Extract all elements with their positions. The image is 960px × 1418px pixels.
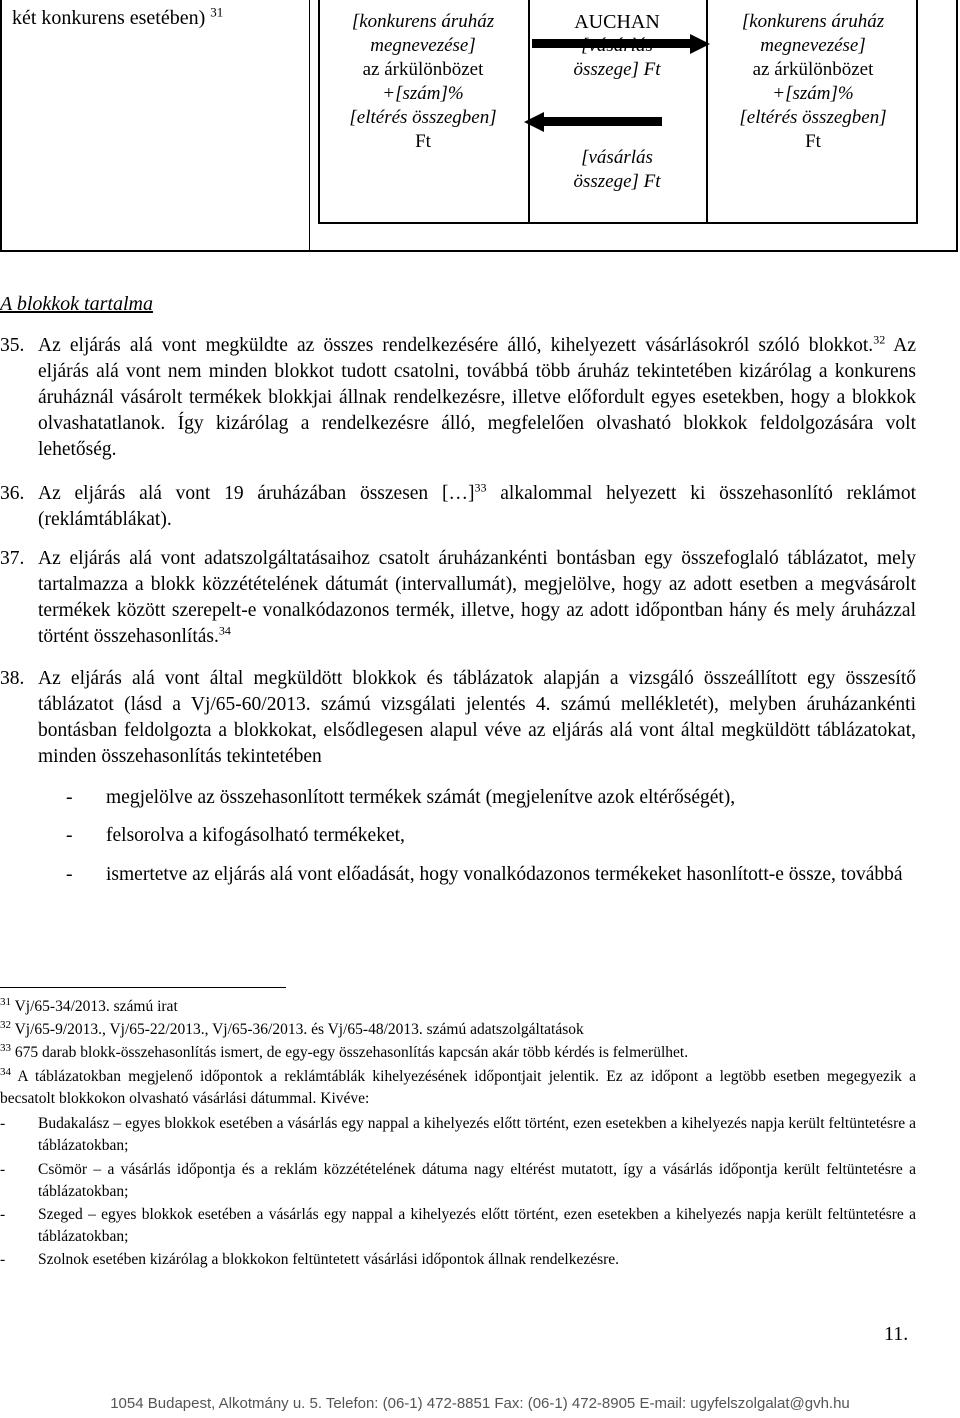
- list-item: megjelölve az összehasonlított termékek számát (megjelenítve azok eltérőségét),: [106, 787, 736, 808]
- paragraph-35: [38, 333, 916, 463]
- footnote-number: 31: [0, 995, 11, 1008]
- section-heading: A blokkok tartalma: [0, 293, 153, 315]
- table-first-cell-label: két konkurens esetében): [12, 7, 206, 29]
- bullet-dash: -: [66, 825, 73, 846]
- percent-value: +[szám]%: [382, 83, 464, 104]
- paragraph-38: [38, 666, 916, 770]
- price-difference-label: az árkülönbözet: [362, 59, 484, 80]
- page-number: 11.: [884, 1323, 909, 1345]
- paragraph-number: 38.: [0, 668, 25, 689]
- page-footer: 1054 Budapest, Alkotmány u. 5. Telefon: (06-1) 472-8851 Fax: (06-1) 472-8905 E-mail: ugyfelszolgalat@gvh.hu: [0, 1390, 960, 1418]
- price-difference-label: az árkülönbözet: [752, 59, 874, 80]
- competitor-name: [konkurens áruház megnevezése]: [351, 11, 495, 56]
- footnote-list-item: Budakalász – egyes blokkok esetében a vásárlás egy nappal a kihelyezés előtt történt, ezen esetekben a kihelyezés napja került feltüntetésre a táblázatokban;: [38, 1115, 916, 1154]
- footnote-text: 675 darab blokk-összehasonlítás ismert, de egy-egy összehasonlítás kapcsán akár több kérdés is felmerülhet.: [11, 1044, 689, 1061]
- paragraph-text: Az eljárás alá vont megküldte az összes rendelkezésére álló, kihelyezett vásárlásokról szóló blokkot.: [38, 335, 874, 356]
- left-arrow-icon: [524, 112, 662, 132]
- footnote-text: Vj/65-34/2013. számú irat: [11, 998, 178, 1015]
- left-competitor-box: [320, 10, 526, 154]
- paragraph-36: [38, 481, 916, 533]
- footnote-number: 33: [0, 1041, 11, 1054]
- footnote-33: [0, 1042, 916, 1064]
- paragraph-number: 37.: [0, 548, 25, 569]
- footnote-number: 34: [0, 1065, 11, 1078]
- footnote-31: [0, 996, 916, 1018]
- right-arrow-icon: [532, 34, 710, 54]
- footnote-text: Vj/65-9/2013., Vj/65-22/2013., Vj/65-36/2013. és Vj/65-48/2013. számú adatszolgáltatások: [11, 1021, 584, 1038]
- paragraph-text: Az eljárás alá vont adatszolgáltatásaihoz csatolt áruházankénti bontásban egy összefoglaló táblázatot, mely tartalmazza a blokk közzétételének dátumát (intervallumát), megjelölve, hogy az adott esetben a megvásárolt termékek között szerepelt-e vonalkódazonos termék, illetve, hogy az adott időpontban hány és mely áruházzal történt összehasonlítás.: [38, 548, 916, 647]
- list-item: ismertetve az eljárás alá vont előadását, hogy vonalkódazonos termékeket hasonlított-e össze, továbbá: [106, 864, 903, 885]
- paragraph-text: Az eljárás alá vont nem minden blokkot tudott csatolni, továbbá több áruház tekintetében kizárólag a konkurens áruháznál vásárolt termékek blokkjai állnak rendelkezésre, illetve előfordult egyes esetekben, hogy a blokkok olvashatatlanok. Így kizárólag a rendelkezésre álló, megfelelően olvasható blokkok feldolgozására volt lehetőség.: [38, 335, 916, 460]
- footnote-number: 32: [0, 1018, 11, 1031]
- footnote-ref: 33: [474, 480, 487, 495]
- currency-label: Ft: [805, 131, 821, 152]
- footnote-text: A táblázatokban megjelenő időpontok a reklámtáblák kihelyezésének időpontjait jelentik. Ez az időpont a legtöbb esetben megegyezik a becsatolt blokkokon olvasható vásárlási dátummal. Kivéve:: [0, 1068, 916, 1107]
- paragraph-text: Az eljárás alá vont 19 áruházában összesen [: [38, 483, 449, 504]
- paragraph-number: 36.: [0, 483, 25, 504]
- paragraph-text: ]: [467, 483, 475, 504]
- purchase-amount-top-2: összege] Ft: [573, 59, 661, 80]
- footnote-32: [0, 1019, 916, 1041]
- paragraph-text: alkalommal helyezett ki összehasonlító reklámot (reklámtáblákat).: [38, 483, 916, 530]
- footnote-list-item: Csömör – a vásárlás időpontja és a reklám közzétételének dátuma nagy eltérést mutatott, így a vásárlás időpontja került feltüntetésre a táblázatokban;: [38, 1161, 916, 1200]
- competitor-name: [konkurens áruház megnevezése]: [741, 11, 885, 56]
- footnote-ref: 34: [218, 623, 231, 638]
- footnote-bullet-dash: -: [0, 1161, 6, 1178]
- percent-value: +[szám]%: [772, 83, 854, 104]
- difference-amount: [eltérés összegben]: [739, 107, 887, 128]
- paragraph-37: [38, 546, 916, 650]
- footnote-bullet-dash: -: [0, 1251, 6, 1268]
- footnote-bullet-dash: -: [0, 1206, 6, 1223]
- purchase-amount-bottom: [vásárlás: [581, 147, 653, 168]
- footnote-ref: 32: [873, 332, 886, 347]
- paragraph-number: 35.: [0, 335, 25, 356]
- footnote-bullet-dash: -: [0, 1115, 6, 1132]
- difference-amount: [eltérés összegben]: [349, 107, 497, 128]
- auchan-box-bottom: [530, 146, 704, 194]
- footnote-separator: [0, 987, 286, 988]
- footnote-list-item: Szeged – egyes blokkok esetében a vásárlás egy nappal a kihelyezés előtt történt, ezen esetekben a kihelyezés napja került feltüntetésre a táblázatokban;: [38, 1206, 916, 1245]
- comparison-table: [0, 0, 958, 252]
- table-first-cell-text: [12, 6, 223, 30]
- right-competitor-box: [710, 10, 916, 154]
- redaction-mark: …: [448, 483, 468, 504]
- list-item: felsorolva a kifogásolható termékeket,: [106, 825, 405, 846]
- footnote-ref: 31: [210, 4, 224, 20]
- footnote-34: [0, 1066, 916, 1110]
- footnote-list-item: Szolnok esetében kizárólag a blokkokon feltüntetett vásárlási időpontok állnak rendelkezésre.: [38, 1251, 620, 1268]
- paragraph-text: Az eljárás alá vont által megküldött blokkok és táblázatok alapján a vizsgáló összeállított egy összesítő táblázatot (lásd a Vj/65-60/2013. számú vizsgálati jelentés 4. számú mellékletét), melyben áruházankénti bontásban feldolgozta a blokkokat, elsődlegesen alapul véve az eljárás alá vont által megküldött táblázatokat, minden összehasonlítás tekintetében: [38, 668, 916, 767]
- bullet-dash: -: [66, 864, 73, 885]
- bullet-dash: -: [66, 787, 73, 808]
- purchase-amount-bottom-2: összege] Ft: [573, 171, 661, 192]
- table-cell-label: [0, 0, 310, 252]
- auchan-title: AUCHAN: [574, 11, 660, 33]
- currency-label: Ft: [415, 131, 431, 152]
